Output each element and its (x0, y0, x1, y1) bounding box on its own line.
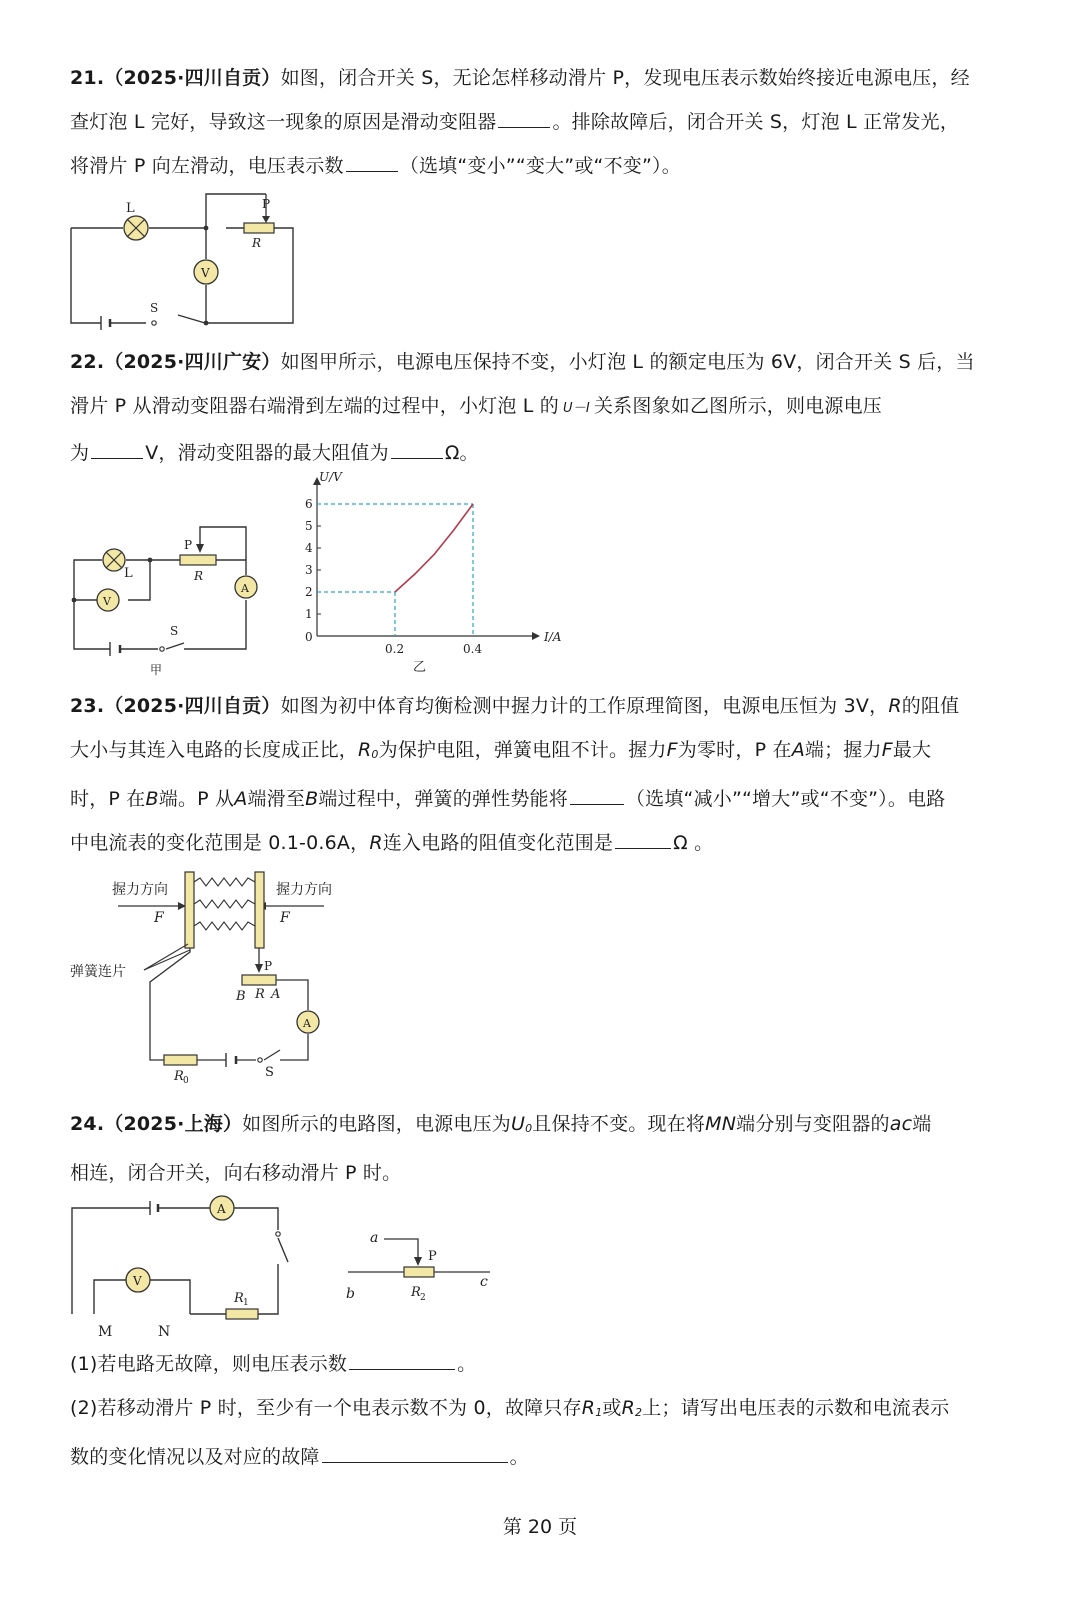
question-24 (70, 1102, 1010, 1195)
q22-source: （2025·四川广安） (104, 351, 281, 373)
q24-terminal-c: c (480, 1274, 488, 1290)
q21-slider-arrow (262, 216, 270, 223)
q23-right-plate (255, 872, 264, 948)
q21-text-3b: （选填“变小”“变大”或“不变”）。 (399, 155, 681, 177)
q24-part1-end: 。 (457, 1353, 477, 1375)
q23-text-1a: 如图为初中体育均衡检测中握力计的工作原理简图，电源电压恒为 3V， (280, 695, 889, 717)
q23-slider-label: P (264, 959, 273, 973)
q24-line-1 (70, 1102, 1010, 1151)
q23-text-4a: 中电流表的变化范围是 0.1-0.6A， (70, 832, 370, 854)
q23-slider-arrow (255, 964, 263, 973)
q21-source: （2025·四川自贡） (104, 67, 281, 89)
q24-terminal-a: a (370, 1230, 379, 1246)
q24-source: （2025·上海） (104, 1113, 243, 1135)
page-number: 第 20 页 (502, 1516, 578, 1538)
q21-text-1: 如图，闭合开关 S，无论怎样移动滑片 P，发现电压表示数始终接近电源电压，经 (280, 67, 970, 89)
q24-terminal-m: M (98, 1324, 113, 1340)
chart-series-line (395, 504, 473, 592)
chart-y-tick-label: 4 (305, 541, 313, 555)
q23-text-1b: 的阻值 (901, 695, 960, 717)
q24-circuit-figure (66, 1192, 316, 1342)
q23-r0-sub: 0 (183, 1076, 189, 1086)
q22-switch (160, 647, 164, 651)
q23-text-2b: 为保护电阻，弹簧电阻不计。握力 (378, 739, 667, 761)
chart-x-tick-label: 0.2 (385, 642, 405, 656)
q23-line-4 (70, 821, 1010, 865)
q23-line-1 (70, 684, 1010, 728)
q21-voltmeter-label: V (201, 266, 210, 280)
q22-line-1 (70, 340, 1010, 384)
chart-y-label: U/V (319, 470, 342, 484)
q23-text-3e: （选填“减小”“增大”或“不变”）。电路 (625, 788, 946, 810)
q22-line-3 (70, 431, 1010, 475)
q23-switch (258, 1058, 262, 1062)
question-23 (70, 684, 1010, 865)
q24-terminal-n: N (158, 1324, 171, 1340)
q23-symbol-f: F (666, 739, 678, 761)
q23-text-3a: 时，P 在 (70, 788, 146, 810)
q21-line-2 (70, 100, 1010, 144)
q24-text-1d: 端 (912, 1113, 932, 1135)
q21-circuit-figure (66, 190, 306, 330)
q24-text-1c: 端分别与变阻器的 (736, 1113, 890, 1135)
q22-number: 22. (70, 351, 105, 373)
q21-switch-label: S (150, 301, 159, 315)
q23-force-left: F (154, 910, 164, 926)
q23-blank-2[interactable] (615, 822, 671, 849)
q23-blank-1[interactable] (570, 778, 624, 805)
chart-x-label: I/A (544, 630, 562, 644)
q24-symbol-ac: ac (889, 1113, 913, 1135)
q21-resistor (244, 223, 274, 233)
q23-force-right: F (280, 910, 290, 926)
q23-text-4c: Ω 。 (673, 832, 714, 854)
q23-symbol-a: A (791, 739, 805, 761)
q23-ammeter-label: A (303, 1017, 311, 1030)
q24-symbol-r1: R (581, 1397, 596, 1419)
q23-text-2c: 为零时，P 在 (677, 739, 792, 761)
question-24-parts (70, 1342, 1010, 1479)
q21-resistor-label: R (252, 236, 262, 250)
q24-slider-arrow (414, 1257, 422, 1266)
q24-r1-label: R (234, 1291, 244, 1306)
q24-switch (276, 1232, 280, 1236)
q22-line-2 (70, 384, 1010, 431)
q24-r1 (226, 1309, 258, 1319)
q24-voltmeter-label: V (133, 1274, 142, 1288)
q24-part-2 (70, 1386, 1010, 1435)
q24-line-2 (70, 1151, 1010, 1195)
q22-resistor (180, 555, 216, 565)
chart-y-tick-label: 3 (305, 563, 313, 577)
q23-symbol-b2: B (305, 788, 319, 810)
q22-text-3b: V，滑动变阻器的最大阻值为 (145, 442, 389, 464)
q24-symbol-r2-sub: 2 (635, 1406, 643, 1419)
q24-part1-text: (1)若电路无故障，则电压表示数 (70, 1353, 348, 1375)
q22-resistor-label: R (194, 569, 204, 583)
q24-symbol-u-sub: 0 (525, 1122, 533, 1135)
q21-line-1 (70, 56, 1010, 100)
q23-symbol-f2: F (881, 739, 893, 761)
q21-text-3a: 将滑片 P 向左滑动，电压表示数 (70, 155, 344, 177)
q23-text-3b: 端。P 从 (158, 788, 235, 810)
q23-text-3c: 端滑至 (247, 788, 306, 810)
q24-part2-text-b: 或 (602, 1397, 622, 1419)
q24-symbol-r2: R (621, 1397, 635, 1419)
q24-r2-label: R (411, 1285, 421, 1300)
q23-switch-label: S (265, 1065, 274, 1080)
q21-text-2a: 查灯泡 L 完好，导致这一现象的原因是滑动变阻器 (70, 111, 497, 133)
q22-slider-arrow (196, 544, 204, 553)
q23-source: （2025·四川自贡） (104, 695, 281, 717)
q22-lamp-label: L (124, 566, 133, 581)
q23-text-2e: 最大 (892, 739, 932, 761)
q24-part3-end: 。 (509, 1446, 529, 1468)
q24-slider-label: P (428, 1249, 437, 1264)
q24-text-1a: 如图所示的电路图，电源电压为 (242, 1113, 511, 1135)
q23-left-plate (185, 872, 194, 948)
q23-text-4b: 连入电路的阻值变化范围是 (382, 832, 614, 854)
q23-number: 23. (70, 695, 105, 717)
q23-symbol-a2: A (234, 788, 248, 810)
q22-circuit-figure (66, 525, 266, 675)
q24-rheostat-figure (344, 1222, 504, 1312)
q24-text-1b: 且保持不变。现在将 (532, 1113, 706, 1135)
q23-symbol-b: B (145, 788, 159, 810)
q22-ammeter-label: A (241, 582, 249, 595)
chart-y-tick-label: 2 (305, 585, 313, 599)
q23-resistor-label: R (255, 987, 265, 1002)
chart-y-tick-label: 1 (305, 607, 313, 621)
question-21 (70, 56, 1010, 188)
q23-end-a: A (271, 987, 281, 1002)
q24-ammeter-label: A (217, 1202, 226, 1216)
q24-part-1 (70, 1342, 1010, 1386)
q24-part2-text-a: (2)若移动滑片 P 时，至少有一个电表示数不为 0，故障只存 (70, 1397, 582, 1419)
q22-ui-symbol: U－I (563, 401, 590, 416)
q21-blank-2[interactable] (346, 145, 398, 172)
q21-number: 21. (70, 67, 105, 89)
q23-text-2d: 端；握力 (804, 739, 882, 761)
q23-symbol-r0-sub: 0 (371, 748, 379, 761)
q22-blank-1[interactable] (91, 432, 143, 459)
q22-text-3a: 为 (70, 442, 90, 464)
q23-dir-left: 握力方向 (112, 882, 168, 898)
q23-line-3 (70, 777, 1010, 821)
q23-symbol-r0: R (358, 739, 372, 761)
q24-blank-1[interactable] (349, 1343, 455, 1370)
q22-voltmeter-label: V (103, 595, 111, 608)
q24-r2 (404, 1267, 434, 1277)
q22-caption-right: 乙 (413, 660, 427, 675)
chart-x-tick-label: 0.4 (463, 642, 483, 656)
q24-number: 24. (70, 1113, 105, 1135)
q21-lamp-label: L (126, 201, 135, 216)
q21-blank-1[interactable] (498, 101, 550, 128)
q23-line-2 (70, 728, 1010, 777)
q23-springs (194, 878, 255, 930)
chart-y-tick-label: 6 (305, 497, 313, 511)
q22-text-2b: 关系图象如乙图所示，则电源电压 (593, 395, 882, 417)
q23-text-2a: 大小与其连入电路的长度成正比， (70, 739, 359, 761)
q22-ui-chart (295, 470, 562, 675)
q24-part3-text: 数的变化情况以及对应的故障 (70, 1446, 320, 1468)
chart-y-tick-label: 5 (305, 519, 313, 533)
q23-spring-label: 弹簧连片 (70, 964, 126, 980)
q23-resistor (242, 975, 276, 985)
q23-end-b: B (236, 989, 246, 1004)
q21-text-2b: 。排除故障后，闭合开关 S，灯泡 L 正常发光， (552, 111, 960, 133)
q24-r1-sub: 1 (243, 1298, 249, 1308)
q24-part-3 (70, 1435, 1010, 1479)
q23-text-3d: 端过程中，弹簧的弹性势能将 (318, 788, 568, 810)
q22-caption-left: 甲 (150, 663, 163, 677)
q24-symbol-u: U (510, 1113, 526, 1135)
q22-text-2a: 滑片 P 从滑动变阻器右端滑到左端的过程中，小灯泡 L 的 (70, 395, 560, 417)
question-22 (70, 340, 1010, 475)
q23-r0-label: R (174, 1069, 184, 1084)
q24-part2-text-c: 上；请写出电压表的示数和电流表示 (642, 1397, 950, 1419)
q24-r2-sub: 2 (420, 1293, 426, 1303)
q22-text-3c: Ω。 (444, 442, 479, 464)
q24-terminal-b: b (346, 1286, 355, 1302)
q21-line-3 (70, 144, 1010, 188)
q23-r0 (164, 1055, 197, 1065)
q24-blank-2[interactable] (322, 1436, 508, 1463)
chart-x-axis-arrow (532, 632, 540, 640)
q22-slider-label: P (184, 538, 193, 552)
q22-switch-label: S (170, 624, 179, 638)
q21-switch (152, 321, 156, 325)
q23-grip-figure (66, 870, 366, 1090)
q21-slider-label: P (262, 197, 271, 211)
q22-blank-2[interactable] (391, 432, 443, 459)
q22-text-1: 如图甲所示，电源电压保持不变，小灯泡 L 的额定电压为 6V，闭合开关 S 后，当 (280, 351, 975, 373)
q23-symbol-r: R (888, 695, 902, 717)
q23-symbol-r2: R (369, 832, 383, 854)
q24-symbol-mn: MN (705, 1113, 737, 1135)
chart-origin-label: 0 (305, 630, 313, 644)
q24-symbol-r1-sub: 1 (595, 1406, 603, 1419)
q24-text-2: 相连，闭合开关，向右移动滑片 P 时。 (70, 1162, 402, 1184)
q23-dir-right: 握力方向 (276, 882, 332, 898)
